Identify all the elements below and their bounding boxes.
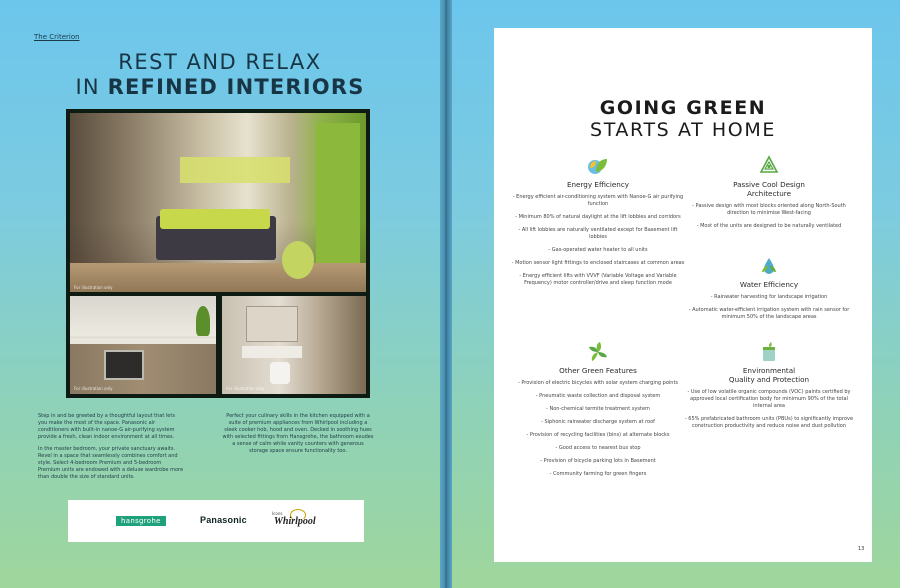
feature-other-green [510, 340, 686, 484]
floor [70, 263, 366, 293]
bathroom-photo [218, 292, 370, 398]
panasonic-logo: Panasonic [200, 515, 247, 525]
feature-item: - Energy efficient lifts with VVVF (Variable Voltage and Variable Frequency) motor controller/drive and sleep function mode [519, 273, 677, 286]
feature-title [684, 180, 854, 198]
feature-item: - Rainwater harvesting for landscape irrigation [710, 294, 828, 300]
feature-item: - Automatic water-efficient irrigation system with rain sensor for minimum 50% of the landscape areas [688, 307, 850, 320]
left-title-line1: REST AND RELAX [118, 50, 322, 74]
photo-caption: For illustration only [74, 285, 113, 290]
paragraph: Step in and be greeted by a thoughtful layout that lets you make the most of the space. Panasonic air conditioners with built-in nanoe-G air-purifying system provide a fresh, clean indoor environment at all times. [38, 413, 175, 440]
paint-bucket-icon [757, 340, 781, 364]
brand-link[interactable]: The Criterion [34, 33, 80, 41]
feature-item: - 65% prefabricated bathroom units (PBUs) to significantly improve construction productivity and reduce noise and dust pollution [684, 416, 854, 429]
feature-item: - Good access to nearest bus stop [555, 445, 641, 451]
toilet [270, 362, 290, 384]
left-page-title [40, 50, 400, 100]
feature-item: - Provision of electric bicycles with solar system charging points [517, 380, 679, 386]
paragraph: In the master bedroom, your private sanctuary awaits. Revel in a space that seamlessly combines comfort and style. Select 4-bedroom Premium and 5-bedroom Premium units are endowed with a deluxe wardrobe more than double the size of standard units. [38, 446, 184, 480]
feature-item: - Energy efficient air-conditioning system with Nanoe-G air purifying function [512, 194, 684, 207]
feature-item: - Use of low volatile organic compounds (VOC) paints certified by approved local certification body for minimum 90% of the total internal area [687, 389, 851, 409]
right-page-title [494, 97, 872, 141]
photo-caption: For illustration only [226, 386, 265, 391]
left-title-line2-prefix: IN [75, 75, 108, 99]
partner-logos [68, 500, 364, 542]
feature-title: Energy Efficiency [566, 180, 630, 189]
left-page [0, 0, 440, 588]
feature-title-line2: Architecture [746, 189, 791, 198]
feature-item: - Passive design with most blocks oriented along North-South direction to minimise West-facing [692, 203, 846, 216]
mirror [246, 306, 298, 342]
oven [104, 350, 144, 380]
feature-items [684, 389, 854, 430]
feature-item: - Non-chemical termite treatment system [546, 406, 650, 412]
body-column-1 [38, 413, 184, 486]
duvet [160, 209, 270, 229]
paragraph: Perfect your culinary skills in the kitchen equipped with a suite of premium appliances from Whirlpool including a sleek cooker hob, hood and oven. Decked in soothing hues with selected fittings from Hansgrohe, the bathroom exudes a sense of calm while vanity counters with generous storage space ensure functionality too. [222, 413, 374, 454]
feature-items [510, 194, 686, 287]
feature-item: - Minimum 80% of natural daylight at the lift lobbies and corridors [515, 214, 681, 220]
left-title-line2 [40, 74, 400, 100]
plant [196, 306, 210, 336]
page-number: 13 [858, 546, 865, 552]
feature-passive-cool-design [684, 154, 854, 236]
feature-items [684, 203, 854, 230]
recycle-icon [757, 154, 781, 178]
vanity [242, 346, 302, 358]
feature-item: - All lift lobbies are naturally ventilated except for Basement lift lobbies [518, 227, 678, 240]
feature-title [684, 366, 854, 384]
leaf-cluster-icon [586, 340, 610, 364]
feature-title-line1: Environmental [742, 366, 796, 375]
feature-item: - Motion sensor light fittings to enclosed staircases at common areas [511, 260, 685, 266]
photo-caption: For illustration only [74, 386, 113, 391]
left-title-line2-bold: REFINED INTERIORS [107, 75, 365, 99]
feature-title-line1: Passive Cool Design [733, 180, 805, 189]
whirlpool-logo-name: Whirlpool [274, 516, 316, 527]
feature-item: - Siphonic rainwater discharge system at roof [541, 419, 655, 425]
feature-item: - Community farming for green fingers [549, 471, 647, 477]
feature-title: Water Efficiency [739, 280, 799, 289]
feature-items [510, 380, 686, 478]
kitchen-photo [66, 292, 220, 398]
water-drop-icon [757, 254, 781, 278]
headboard-light [180, 157, 290, 183]
feature-energy-efficiency [510, 154, 686, 293]
feature-item: - Provision of recycling facilities (bins) at alternate blocks [526, 432, 670, 438]
feature-item: - Most of the units are designed to be naturally ventilated [696, 223, 842, 229]
feature-title: Other Green Features [559, 366, 637, 375]
feature-water-efficiency [684, 254, 854, 327]
whirlpool-logo [272, 511, 318, 533]
right-title-line1: GOING GREEN [599, 97, 767, 119]
feature-item: - Pneumatic waste collection and disposal system [535, 393, 661, 399]
feature-items [684, 294, 854, 321]
green-wall-panel [316, 123, 360, 273]
right-title-line2: STARTS AT HOME [590, 119, 776, 141]
hansgrohe-logo: hansgrohe [116, 516, 166, 526]
feature-title-line2: Quality and Protection [728, 375, 810, 384]
whirlpool-logo-top: Icons [272, 511, 283, 516]
pouf [282, 241, 314, 279]
feature-item: - Gas-operated water heater to all units [548, 247, 648, 253]
feature-environmental-quality [684, 340, 854, 436]
book-gutter [440, 0, 452, 588]
body-column-2 [222, 413, 374, 460]
bedroom-photo [66, 109, 370, 297]
feature-item: - Provision of bicycle parking lots in Basement [540, 458, 656, 464]
energy-leaf-icon [586, 154, 610, 178]
